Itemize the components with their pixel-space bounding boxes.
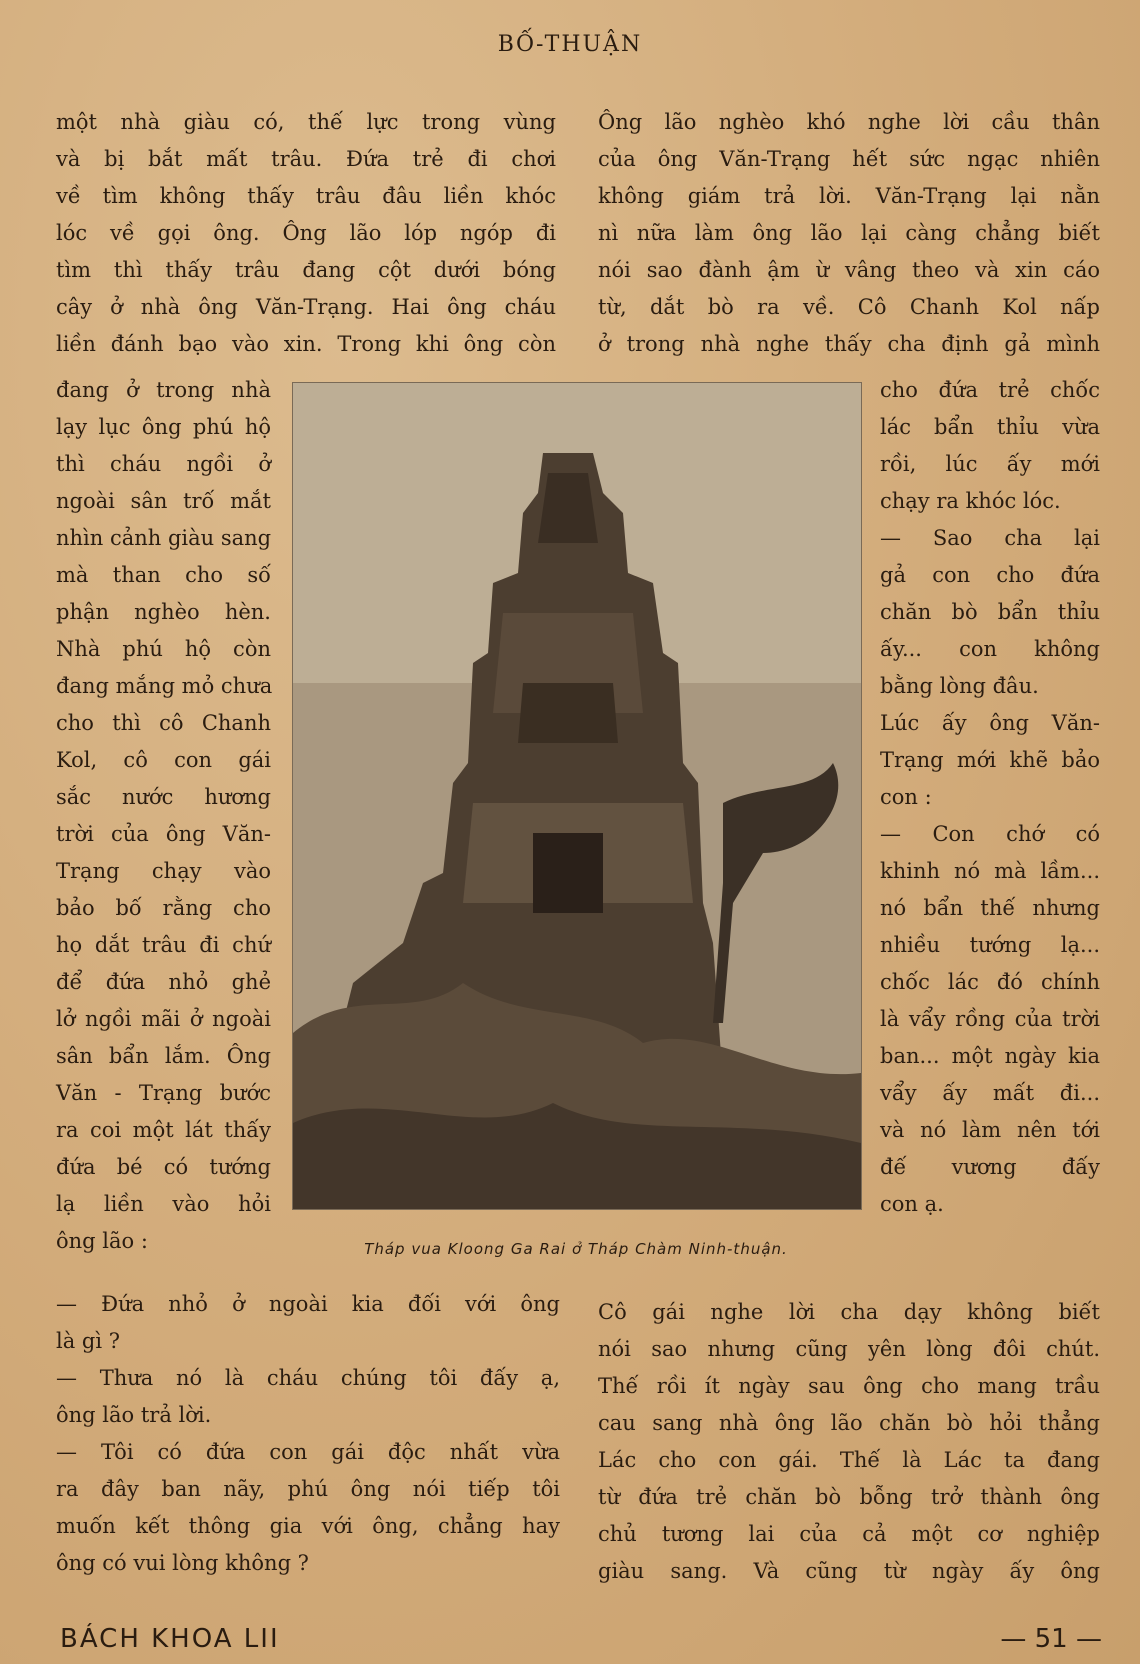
text-line: cho đứa trẻ chốc — [880, 378, 1100, 402]
text-line: Văn - Trạng bước — [56, 1081, 271, 1105]
text-line: và bị bắt mất trâu. Đứa trẻ đi chơi — [56, 147, 556, 171]
text-line: để đứa nhỏ ghẻ — [56, 970, 271, 994]
text-line: nhiều tướng lạ... — [880, 933, 1100, 957]
text-line: không giám trả lời. Văn-Trạng lại nằn — [598, 184, 1100, 208]
text-line: muốn kết thông gia với ông, chẳng hay — [56, 1514, 560, 1538]
text-line: — Thưa nó là cháu chúng tôi đấy ạ, — [56, 1366, 560, 1390]
text-line: sân bẩn lắm. Ông — [56, 1044, 271, 1068]
text-line: đang ở trong nhà — [56, 378, 271, 402]
text-line: bằng lòng đâu. — [880, 674, 1039, 698]
text-line: Lúc ấy ông Văn- — [880, 711, 1100, 735]
text-line: con : — [880, 785, 932, 809]
text-line: nhìn cảnh giàu sang — [56, 526, 272, 550]
text-line: khinh nó mà lầm... — [880, 859, 1100, 883]
text-line: ban... một ngày kia — [880, 1044, 1100, 1068]
text-line: Thế rồi ít ngày sau ông cho mang trầu — [598, 1374, 1100, 1398]
cham-tower-illustration — [293, 383, 861, 1209]
text-line: là vẩy rồng của trời — [880, 1007, 1100, 1031]
right-column-wrap — [880, 372, 1100, 1223]
text-line: Kol, cô con gái — [56, 748, 271, 772]
text-line: đế vương đấy — [880, 1155, 1100, 1179]
text-line: một nhà giàu có, thế lực trong vùng — [56, 110, 556, 134]
tower-photo — [292, 382, 862, 1210]
text-line: cây ở nhà ông Văn-Trạng. Hai ông cháu — [56, 295, 556, 319]
text-line: Ông lão nghèo khó nghe lời cầu thân — [598, 110, 1100, 134]
text-line: lạ liền vào hỏi — [56, 1192, 271, 1216]
text-line: đứa bé có tướng — [56, 1155, 271, 1179]
text-line: nó bẩn thế nhưng — [880, 896, 1100, 920]
text-line: liền đánh bạo vào xin. Trong khi ông còn — [56, 332, 556, 356]
text-line: lở ngồi mãi ở ngoài — [56, 1007, 271, 1031]
text-line: cau sang nhà ông lão chăn bò hỏi thẳng — [598, 1411, 1100, 1435]
text-line: ông lão : — [56, 1229, 148, 1253]
page-header: BỐ-THUẬN — [497, 32, 643, 57]
text-line: nói sao đành ậm ừ vâng theo và xin cáo — [598, 258, 1100, 282]
left-column-wrap — [56, 372, 271, 1260]
text-line: cho thì cô Chanh — [56, 711, 271, 735]
text-line: vẩy ấy mất đi... — [880, 1081, 1100, 1105]
text-line: trời của ông Văn- — [56, 822, 271, 846]
text-line: ra coi một lát thấy — [56, 1118, 271, 1142]
text-line: ra đây ban nãy, phú ông nói tiếp tôi — [56, 1477, 560, 1501]
text-line: từ đứa trẻ chăn bò bỗng trở thành ông — [598, 1485, 1100, 1509]
text-line: Lác cho con gái. Thế là Lác ta đang — [598, 1448, 1100, 1472]
text-line: từ, dắt bò ra về. Cô Chanh Kol nấp — [598, 295, 1100, 319]
text-line: bảo bố rằng cho — [56, 896, 271, 920]
text-line: lác bẩn thỉu vừa — [880, 415, 1100, 439]
text-line: là gì ? — [56, 1329, 121, 1353]
text-line: chăn bò bẩn thỉu — [880, 600, 1100, 624]
text-line: ông lão trả lời. — [56, 1403, 212, 1427]
text-line: nì nữa làm ông lão lại càng chẳng biết — [598, 221, 1100, 245]
right-column-top — [598, 104, 1100, 363]
text-line: — Tôi có đứa con gái độc nhất vừa — [56, 1440, 560, 1464]
text-line: — Con chớ có — [880, 822, 1100, 846]
text-line: Nhà phú hộ còn — [56, 637, 271, 661]
text-line: thì cháu ngồi ở — [56, 452, 271, 476]
text-line: họ dắt trâu đi chứ — [56, 933, 271, 957]
text-line: ở trong nhà nghe thấy cha định gả mình — [598, 332, 1100, 356]
text-line: Trạng mới khẽ bảo — [880, 748, 1100, 772]
page-number: — 51 — — [1000, 1624, 1102, 1654]
text-line: con ạ. — [880, 1192, 944, 1216]
text-line: giàu sang. Và cũng từ ngày ấy ông — [598, 1559, 1100, 1583]
text-line: Cô gái nghe lời cha dạy không biết — [598, 1300, 1100, 1324]
text-line: sắc nước hương — [56, 785, 271, 809]
text-line: của ông Văn-Trạng hết sức ngạc nhiên — [598, 147, 1100, 171]
text-line: đang mắng mỏ chưa — [56, 674, 273, 698]
magazine-name: BÁCH KHOA LII — [60, 1624, 280, 1654]
text-line: và nó làm nên tới — [880, 1118, 1100, 1142]
photo-caption: Tháp vua Kloong Ga Rai ở Tháp Chàm Ninh-thuận. — [364, 1240, 788, 1258]
text-line: ngoài sân trố mắt — [56, 489, 271, 513]
left-column-top — [56, 104, 556, 363]
text-line: chạy ra khóc lóc. — [880, 489, 1061, 513]
text-line: ông có vui lòng không ? — [56, 1551, 309, 1575]
text-line: — Đứa nhỏ ở ngoài kia đối với ông — [56, 1292, 560, 1316]
text-line: chốc lác đó chính — [880, 970, 1100, 994]
text-line: gả con cho đứa — [880, 563, 1100, 587]
text-line: ấy... con không — [880, 637, 1100, 661]
text-line: phận nghèo hèn. — [56, 600, 271, 624]
text-line: nói sao nhưng cũng yên lòng đôi chút. — [598, 1337, 1100, 1361]
right-column-bottom — [598, 1294, 1100, 1590]
text-line: về tìm không thấy trâu đâu liền khóc — [56, 184, 556, 208]
text-line: lóc về gọi ông. Ông lão lóp ngóp đi — [56, 221, 556, 245]
text-line: — Sao cha lại — [880, 526, 1100, 550]
text-line: chủ tương lai của cả một cơ nghiệp — [598, 1522, 1100, 1546]
text-line: lạy lục ông phú hộ — [56, 415, 271, 439]
left-column-bottom — [56, 1286, 560, 1582]
text-line: mà than cho số — [56, 563, 271, 587]
text-line: Trạng chạy vào — [56, 859, 271, 883]
text-line: rồi, lúc ấy mới — [880, 452, 1100, 476]
text-line: tìm thì thấy trâu đang cột dưới bóng — [56, 258, 556, 282]
